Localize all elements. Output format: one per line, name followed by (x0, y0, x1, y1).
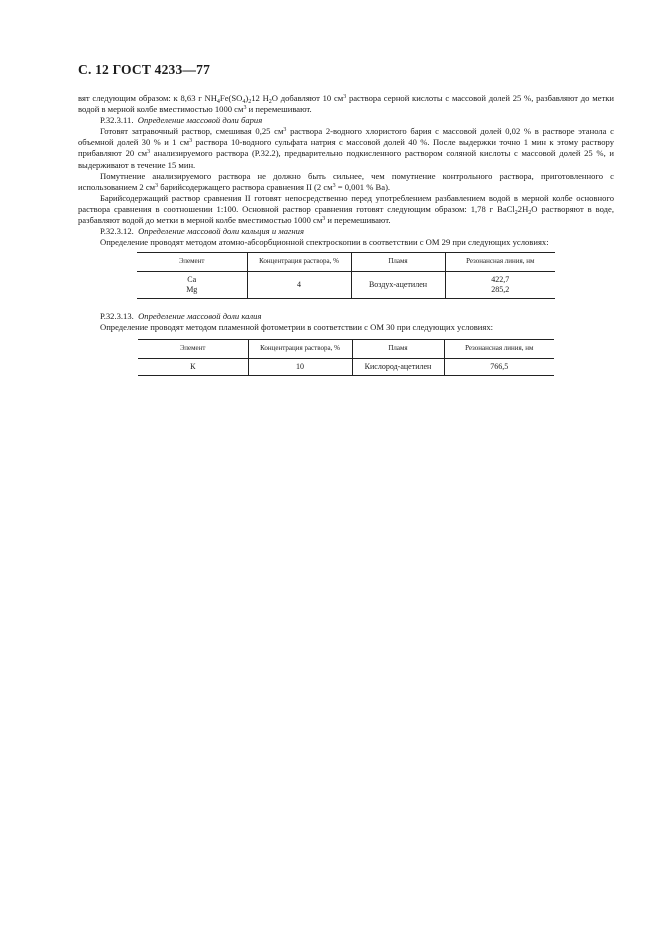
cell-element: Са Mg (137, 271, 247, 298)
section-heading-potassium: Р.32.3.13. Определение массовой доли калия (100, 310, 262, 321)
page-header: С. 12 ГОСТ 4233—77 (78, 62, 211, 77)
header-flame: Пламя (352, 340, 444, 359)
header-resonance-line: Резонансная линия, нм (445, 253, 555, 272)
paragraph-barium-method: Готовят затравочный раствор, смешивая 0,25 $см^3$ раствора 2-водного хлористого бария с массовой долей 0,02 % в растворе этанола с объемной долей 30 % и 1 $см^3$ раствора 10-водного сульфата натрия с массовой долей 40 %. После выдержки точно 1 мин к этому раствору прибавляют 20 $см^3$ анализируемого раствора (Р.32.2), предварительно подкисленного раствором соляной кислоты с массовой долей 25 %, и выдерживают в течение 15 мин. (78, 126, 614, 170)
paragraph-reference-solution: Барийсодержащий раствор сравнения II готовят непосредственно перед употреблением разбавлением водой в мерной колбе основного раствора сравнения в соотношении 1:100. Основной раствор сравнения готовят следующим образом: 1,78 г $BaCl_22H_2O$ растворяют в воде, разбавляют водой до метки в мерной колбе вместимостью 1000 $см^3$ и перемешивают. (78, 192, 614, 226)
cell-resonance-line: 422,7 285,2 (445, 271, 555, 298)
table-header-row (138, 340, 554, 359)
header-concentration: Концентрация раствора, % (247, 253, 351, 272)
table-calcium-magnesium (137, 252, 555, 299)
table-row (137, 271, 555, 298)
cell-element: К (138, 358, 248, 375)
header-concentration: Концентрация раствора, % (248, 340, 352, 359)
cell-concentration: 10 (248, 358, 352, 375)
section-heading-calcium-magnesium: Р.32.3.12. Определение массовой доли кальция и магния (100, 226, 304, 237)
paragraph-flame-photometry: Определение проводят методом пламенной фотометрии в соответствии с ОМ 30 при следующих условиях: (100, 321, 494, 332)
header-element: Элемент (137, 253, 247, 272)
section-heading-barium: Р.32.3.11. Определение массовой доли бария (100, 115, 263, 126)
table-row (138, 358, 554, 375)
page-body (78, 93, 614, 376)
cell-flame: Воздух-ацетилен (351, 271, 445, 298)
table-potassium (138, 339, 554, 376)
header-flame: Пламя (351, 253, 445, 272)
paragraph-aas-method: Определение проводят методом атомно-абсорбционной спектроскопии в соответствии с ОМ 29 при следующих условиях: (100, 237, 549, 248)
cell-concentration: 4 (247, 271, 351, 298)
paragraph-continuation: вят следующим образом: к 8,63 г $NH_4Fe(SO_4)_212$ $H_2O$ добавляют 10 $см^3$ раствора серной кислоты с массовой долей 25 %, разбавляют до метки водой в мерной колбе вместимостью 1000 $см^3$ и перемешивают. (78, 93, 614, 115)
header-element: Элемент (138, 340, 248, 359)
header-resonance-line: Резонансная линия, нм (444, 340, 554, 359)
cell-flame: Кислород-ацетилен (352, 358, 444, 375)
paragraph-turbidity: Помутнение анализируемого раствора не должно быть сильнее, чем помутнение контрольного раствора, приготовленного с использованием 2 $см^3$ барийсодержащего раствора сравнения II (2 $см^3 = 0,001$ % Ва). (78, 170, 614, 192)
cell-resonance-line: 766,5 (444, 358, 554, 375)
table-header-row (137, 253, 555, 272)
